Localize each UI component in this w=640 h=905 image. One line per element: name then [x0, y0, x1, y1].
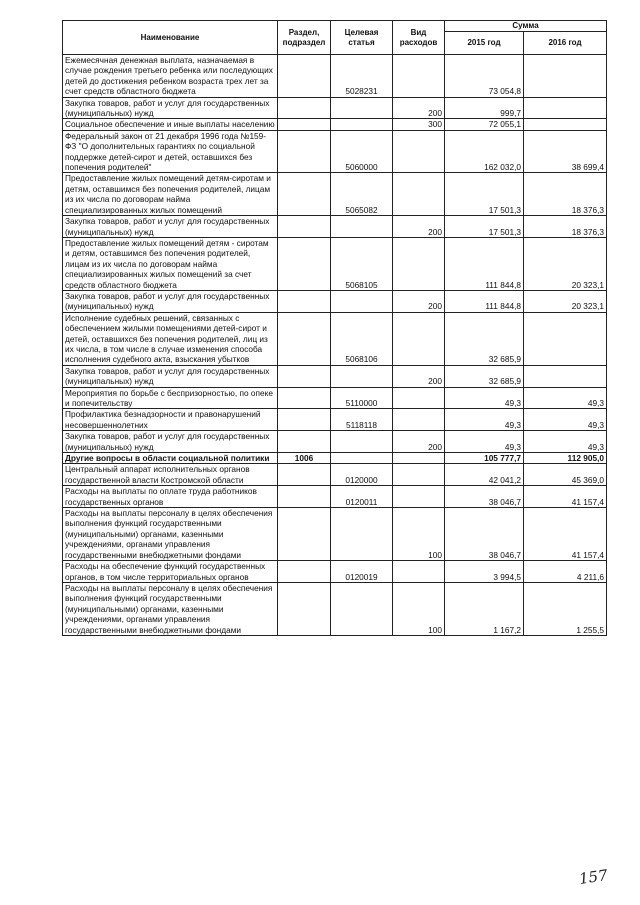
budget-table [62, 20, 607, 636]
table-row [63, 130, 607, 173]
cell-sum-2015: 38 046,7 [445, 508, 524, 561]
table-row [63, 431, 607, 453]
cell-sum-2015: 105 777,7 [445, 453, 524, 464]
cell-expense-type [393, 312, 445, 365]
cell-sum-2016: 20 323,1 [524, 237, 607, 290]
cell-sum-2016: 49,3 [524, 409, 607, 431]
cell-expense-type: 100 [393, 508, 445, 561]
cell-sum-2015: 49,3 [445, 409, 524, 431]
cell-target [331, 290, 393, 312]
cell-section [278, 409, 331, 431]
table-row [63, 312, 607, 365]
cell-target [331, 97, 393, 119]
cell-expense-type [393, 409, 445, 431]
cell-target: 5028231 [331, 55, 393, 98]
cell-sum-2016: 45 369,0 [524, 464, 607, 486]
cell-target: 0120000 [331, 464, 393, 486]
header-name: Наименование [63, 21, 278, 55]
cell-section [278, 216, 331, 238]
cell-name: Закупка товаров, работ и услуг для государственных (муниципальных) нужд [63, 431, 278, 453]
cell-expense-type [393, 464, 445, 486]
cell-section [278, 431, 331, 453]
cell-sum-2016 [524, 119, 607, 130]
cell-sum-2015: 72 055,1 [445, 119, 524, 130]
cell-target [331, 119, 393, 130]
cell-target: 5068105 [331, 237, 393, 290]
header-expense-type: Вид расходов [393, 21, 445, 55]
cell-name: Центральный аппарат исполнительных органов государственной власти Костромской области [63, 464, 278, 486]
table-header [63, 21, 607, 55]
cell-target [331, 216, 393, 238]
cell-expense-type: 200 [393, 290, 445, 312]
cell-sum-2015: 49,3 [445, 431, 524, 453]
cell-expense-type [393, 561, 445, 583]
cell-name: Мероприятия по борьбе с беспризорностью, по опеке и попечительству [63, 387, 278, 409]
cell-sum-2015: 38 046,7 [445, 486, 524, 508]
cell-target: 0120019 [331, 561, 393, 583]
cell-sum-2015: 32 685,9 [445, 365, 524, 387]
cell-target [331, 453, 393, 464]
header-target: Целевая статья [331, 21, 393, 55]
table-row [63, 290, 607, 312]
header-year-2016: 2016 год [524, 32, 607, 55]
cell-section [278, 365, 331, 387]
cell-target: 5068106 [331, 312, 393, 365]
cell-target [331, 508, 393, 561]
cell-section: 1006 [278, 453, 331, 464]
cell-section [278, 582, 331, 635]
cell-target: 5065082 [331, 173, 393, 216]
header-year-2015: 2015 год [445, 32, 524, 55]
cell-section [278, 173, 331, 216]
cell-expense-type [393, 237, 445, 290]
cell-sum-2016: 112 905,0 [524, 453, 607, 464]
cell-sum-2016 [524, 365, 607, 387]
cell-section [278, 486, 331, 508]
cell-expense-type [393, 453, 445, 464]
cell-name: Расходы на выплаты персоналу в целях обеспечения выполнения функций государственными (муниципальными) органами, казенными учреждениями, органами управления государственными внебюджетными фондами [63, 508, 278, 561]
cell-section [278, 119, 331, 130]
cell-target [331, 431, 393, 453]
table-row [63, 97, 607, 119]
cell-sum-2015: 162 032,0 [445, 130, 524, 173]
cell-sum-2015: 111 844,8 [445, 237, 524, 290]
cell-sum-2016: 4 211,6 [524, 561, 607, 583]
cell-name: Предоставление жилых помещений детям - сиротам и детям, оставшимся без попечения родителей, лицам из их числа по договорам найма специализированных жилых помещений за счет средств областного бюджета [63, 237, 278, 290]
table-row [63, 582, 607, 635]
cell-expense-type: 200 [393, 365, 445, 387]
cell-section [278, 508, 331, 561]
cell-section [278, 312, 331, 365]
table-row [63, 453, 607, 464]
cell-expense-type [393, 130, 445, 173]
cell-target: 0120011 [331, 486, 393, 508]
cell-target [331, 582, 393, 635]
table-row [63, 486, 607, 508]
cell-sum-2016 [524, 55, 607, 98]
cell-section [278, 561, 331, 583]
cell-sum-2016: 49,3 [524, 387, 607, 409]
table-row [63, 119, 607, 130]
table-row [63, 237, 607, 290]
budget-sheet [62, 20, 606, 636]
cell-sum-2016: 18 376,3 [524, 216, 607, 238]
table-row [63, 561, 607, 583]
cell-target [331, 365, 393, 387]
cell-sum-2016: 41 157,4 [524, 486, 607, 508]
cell-name: Другие вопросы в области социальной политики [63, 453, 278, 464]
cell-sum-2015: 17 501,3 [445, 216, 524, 238]
cell-name: Предоставление жилых помещений детям-сиротам и детям, оставшимся без попечения родителей, лицам из их числа по договорам найма специализированных жилых помещений [63, 173, 278, 216]
cell-sum-2016: 49,3 [524, 431, 607, 453]
cell-expense-type: 200 [393, 431, 445, 453]
cell-sum-2016 [524, 97, 607, 119]
cell-sum-2016: 20 323,1 [524, 290, 607, 312]
cell-sum-2015: 17 501,3 [445, 173, 524, 216]
cell-name: Федеральный закон от 21 декабря 1996 года №159-ФЗ "О дополнительных гарантиях по социальной поддержке детей-сирот и детей, оставшихся без попечения родителей" [63, 130, 278, 173]
table-row [63, 216, 607, 238]
cell-sum-2015: 49,3 [445, 387, 524, 409]
cell-sum-2015: 1 167,2 [445, 582, 524, 635]
table-row [63, 173, 607, 216]
cell-expense-type: 300 [393, 119, 445, 130]
table-row [63, 365, 607, 387]
cell-name: Закупка товаров, работ и услуг для государственных (муниципальных) нужд [63, 290, 278, 312]
cell-section [278, 130, 331, 173]
cell-section [278, 97, 331, 119]
cell-target: 5110000 [331, 387, 393, 409]
cell-sum-2016: 38 699,4 [524, 130, 607, 173]
cell-sum-2015: 111 844,8 [445, 290, 524, 312]
cell-expense-type: 100 [393, 582, 445, 635]
cell-name: Закупка товаров, работ и услуг для государственных (муниципальных) нужд [63, 365, 278, 387]
cell-sum-2015: 32 685,9 [445, 312, 524, 365]
table-row [63, 409, 607, 431]
cell-sum-2016: 41 157,4 [524, 508, 607, 561]
cell-sum-2016 [524, 312, 607, 365]
cell-sum-2015: 42 041,2 [445, 464, 524, 486]
header-sum: Сумма [445, 21, 607, 32]
header-section: Раздел, подраздел [278, 21, 331, 55]
cell-sum-2015: 3 994,5 [445, 561, 524, 583]
cell-expense-type [393, 55, 445, 98]
cell-sum-2015: 73 054,8 [445, 55, 524, 98]
cell-name: Социальное обеспечение и иные выплаты населению [63, 119, 278, 130]
table-row [63, 55, 607, 98]
cell-section [278, 464, 331, 486]
cell-expense-type [393, 173, 445, 216]
cell-section [278, 237, 331, 290]
cell-name: Расходы на обеспечение функций государственных органов, в том числе территориальных органов [63, 561, 278, 583]
page-number: 157 [577, 866, 609, 888]
cell-expense-type [393, 387, 445, 409]
cell-sum-2016: 18 376,3 [524, 173, 607, 216]
cell-name: Закупка товаров, работ и услуг для государственных (муниципальных) нужд [63, 216, 278, 238]
cell-expense-type: 200 [393, 97, 445, 119]
cell-section [278, 290, 331, 312]
cell-sum-2015: 999,7 [445, 97, 524, 119]
cell-sum-2016: 1 255,5 [524, 582, 607, 635]
table-row [63, 387, 607, 409]
cell-target: 5060000 [331, 130, 393, 173]
cell-name: Расходы на выплаты персоналу в целях обеспечения выполнения функций государственными (муниципальными) органами, казенными учреждениями, органами управления государственными внебюджетными фондами [63, 582, 278, 635]
table-row [63, 464, 607, 486]
cell-name: Профилактика безнадзорности и правонарушений несовершеннолетних [63, 409, 278, 431]
cell-name: Исполнение судебных решений, связанных с обеспечением жилыми помещениями детей-сирот и детей, оставшихся без попечения родителей, лиц из их числа, в том числе в случае изменения способа исполнения судебного акта, взыскания убытков [63, 312, 278, 365]
cell-section [278, 55, 331, 98]
cell-name: Ежемесячная денежная выплата, назначаемая в случае рождения третьего ребенка или последующих детей до достижения ребенком возраста трех лет за счет средств областного бюджета [63, 55, 278, 98]
cell-section [278, 387, 331, 409]
cell-target: 5118118 [331, 409, 393, 431]
cell-name: Расходы на выплаты по оплате труда работников государственных органов [63, 486, 278, 508]
cell-expense-type [393, 486, 445, 508]
cell-name: Закупка товаров, работ и услуг для государственных (муниципальных) нужд [63, 97, 278, 119]
cell-expense-type: 200 [393, 216, 445, 238]
table-row [63, 508, 607, 561]
table-body [63, 55, 607, 636]
